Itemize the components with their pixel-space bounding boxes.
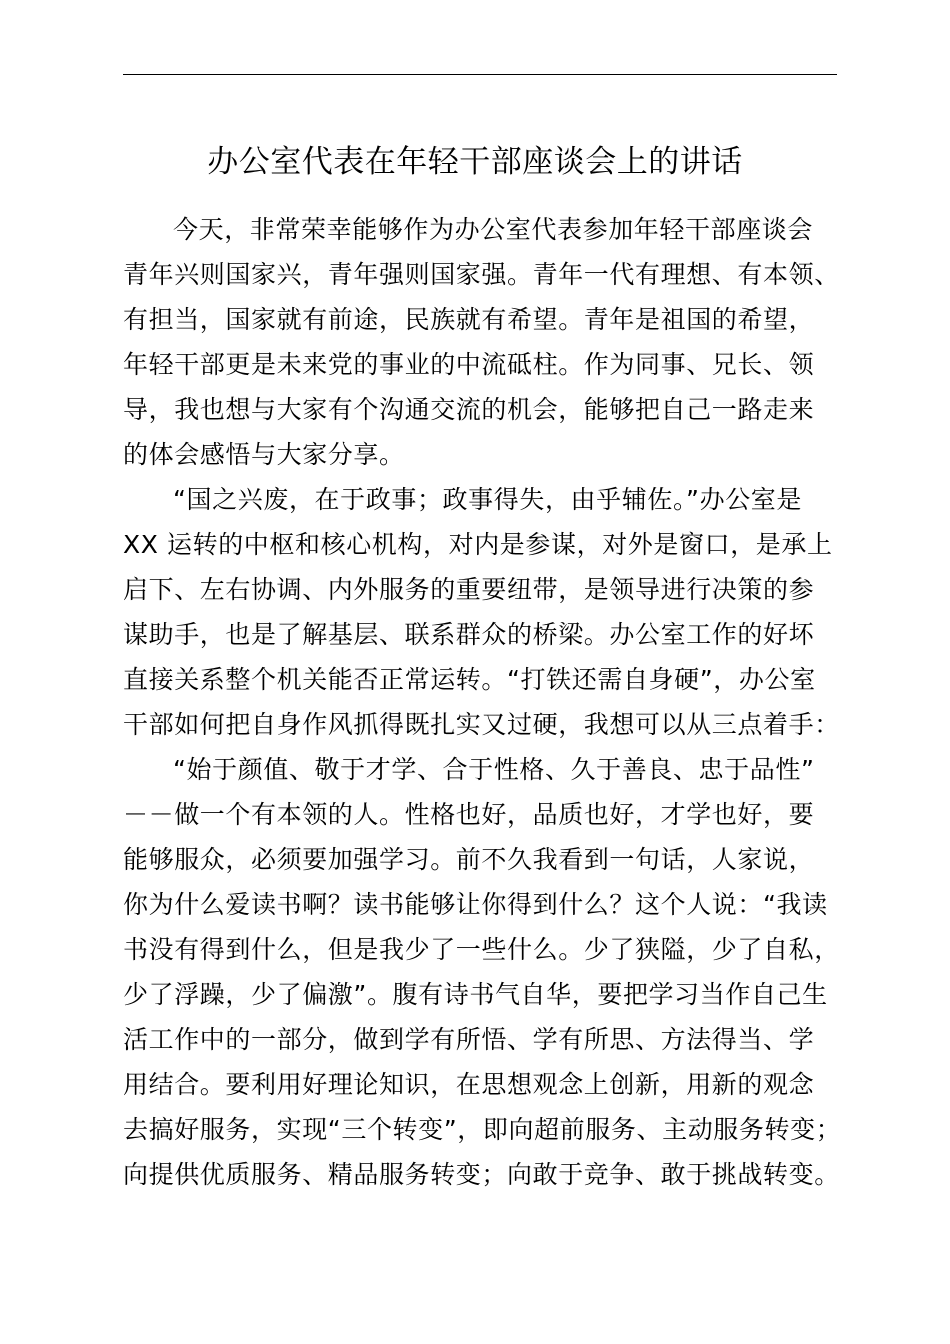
paragraph-line: 干部如何把自身作风抓得既扎实又过硬，我想可以从三点着手： [123,710,840,739]
paragraph-line: 你为什么爱读书啊？读书能够让你得到什么？这个人说：“我读 [123,890,828,919]
paragraph-line: 有担当，国家就有前途，民族就有希望。青年是祖国的希望， [123,305,815,334]
document-body [123,207,883,1197]
paragraph-line: 直接关系整个机关能否正常运转。“打铁还需自身硬”，办公室 [123,665,816,694]
paragraph-line: －－做一个有本领的人。性格也好，品质也好，才学也好，要 [123,800,815,829]
paragraph-line: 的体会感悟与大家分享。 [123,440,405,469]
document-title: 办公室代表在年轻干部座谈会上的讲话 [207,144,743,180]
paragraph-line: 青年兴则国家兴，青年强则国家强。青年一代有理想、有本领、 [123,260,840,289]
paragraph-line: 启下、左右协调、内外服务的重要纽带，是领导进行决策的参 [123,575,815,604]
paragraph-line: 少了浮躁，少了偏激”。腹有诗书气自华，要把学习当作自己生 [123,980,828,1009]
paragraph-line: “始于颜值、敬于才学、合于性格、久于善良、忠于品性” [173,755,815,784]
paragraph-line: 能够服众，必须要加强学习。前不久我看到一句话，人家说， [123,845,815,874]
paragraph-line: 年轻干部更是未来党的事业的中流砥柱。作为同事、兄长、领 [123,350,815,379]
paragraph-line: 向提供优质服务、精品服务转变；向敢于竞争、敢于挑战转变。 [123,1160,840,1189]
paragraph-line: 书没有得到什么，但是我少了一些什么。少了狭隘，少了自私， [123,935,840,964]
paragraph-line: 今天，非常荣幸能够作为办公室代表参加年轻干部座谈会 [173,215,814,244]
paragraph-line: “国之兴废，在于政事；政事得失，由乎辅佐。”办公室是 [173,485,803,514]
paragraph-line: 导，我也想与大家有个沟通交流的机会，能够把自己一路走来 [123,395,815,424]
paragraph-line: 活工作中的一部分，做到学有所悟、学有所思、方法得当、学 [123,1025,815,1054]
paragraph-line: 用结合。要利用好理论知识，在思想观念上创新，用新的观念 [123,1070,815,1099]
paragraph-line: 去搞好服务，实现“三个转变”，即向超前服务、主动服务转变； [123,1115,842,1144]
paragraph-line: 谋助手，也是了解基层、联系群众的桥梁。办公室工作的好坏 [123,620,815,649]
paragraph-line: XX 运转的中枢和核心机构，对内是参谋，对外是窗口，是承上 [123,530,833,559]
header-rule [123,74,837,75]
